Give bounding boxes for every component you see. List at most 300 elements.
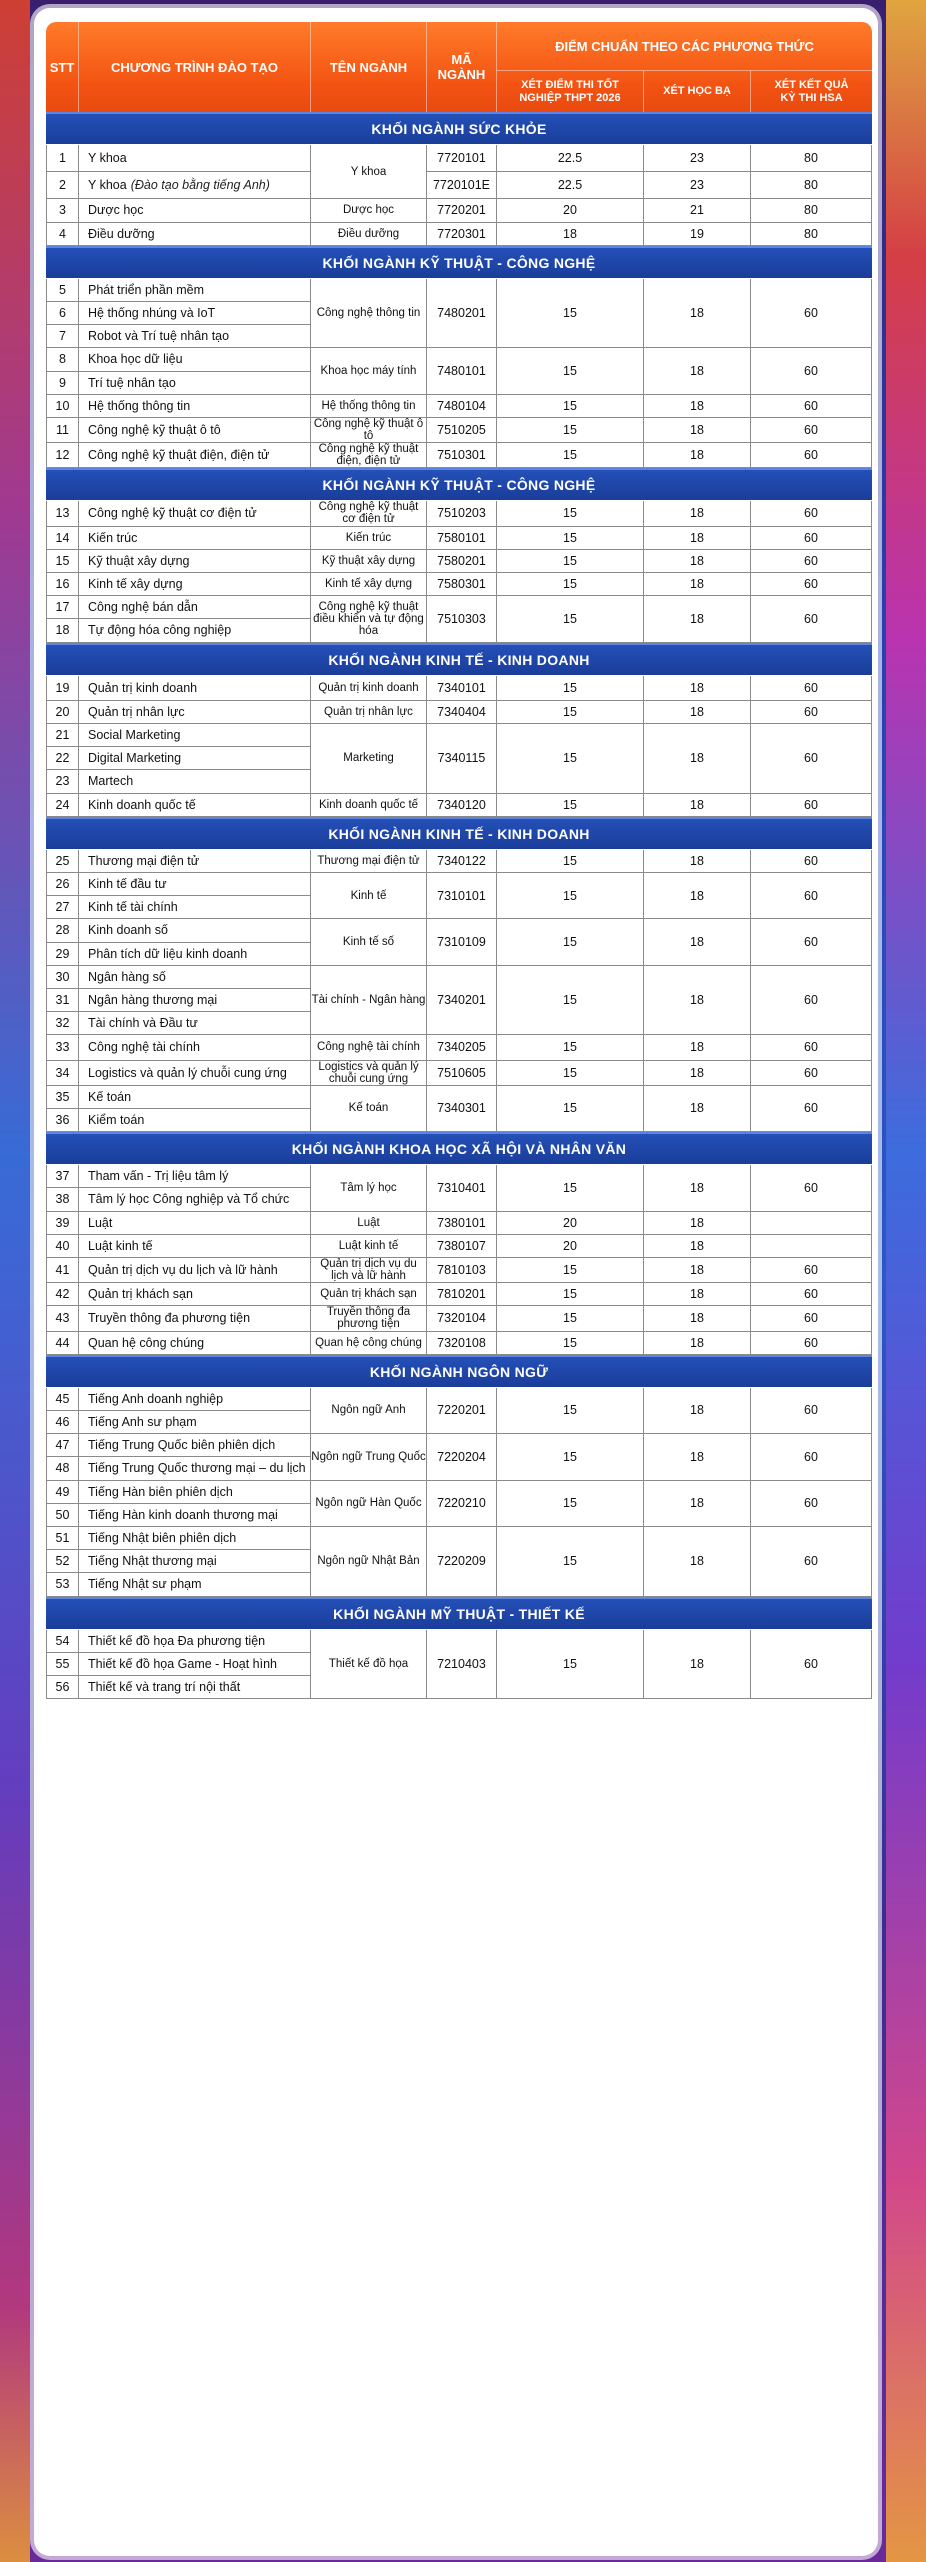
row-stt: 5	[46, 279, 79, 302]
score-thpt: 15	[497, 527, 644, 550]
score-hsa: 60	[751, 1165, 872, 1211]
score-hsa	[751, 1235, 872, 1258]
score-thpt: 15	[497, 279, 644, 349]
program-name: Robot và Trí tuệ nhân tạo	[79, 325, 311, 348]
major-name: Khoa học máy tính	[311, 348, 427, 394]
score-thpt: 15	[497, 873, 644, 919]
score-thpt: 15	[497, 966, 644, 1036]
row-stt: 38	[46, 1188, 79, 1211]
score-hocba: 23	[644, 145, 751, 172]
score-hocba: 18	[644, 1035, 751, 1060]
row-stt: 53	[46, 1573, 79, 1596]
score-thpt: 15	[497, 1630, 644, 1700]
section-header: KHỐI NGÀNH KINH TẾ - KINH DOANH	[46, 817, 872, 849]
program-name: Y khoa	[79, 145, 311, 172]
row-stt: 3	[46, 199, 79, 222]
score-hocba: 21	[644, 199, 751, 222]
score-hsa: 60	[751, 1388, 872, 1434]
program-name: Quản trị khách sạn	[79, 1283, 311, 1306]
row-stt: 35	[46, 1086, 79, 1109]
score-thpt: 15	[497, 1283, 644, 1306]
program-name: Hệ thống nhúng và IoT	[79, 302, 311, 325]
major-name: Công nghệ kỹ thuật điện, điện tử	[311, 443, 427, 468]
major-code: 7340115	[427, 724, 497, 794]
program-name: Tiếng Nhật biên phiên dịch	[79, 1527, 311, 1550]
program-name: Ngân hàng số	[79, 966, 311, 989]
row-stt: 13	[46, 501, 79, 526]
row-stt: 41	[46, 1258, 79, 1283]
program-name: Tiếng Hàn biên phiên dịch	[79, 1481, 311, 1504]
program-name: Công nghệ bán dẫn	[79, 596, 311, 619]
major-code: 7340404	[427, 701, 497, 724]
score-thpt: 15	[497, 550, 644, 573]
row-stt: 20	[46, 701, 79, 724]
score-thpt: 15	[497, 701, 644, 724]
row-stt: 17	[46, 596, 79, 619]
score-thpt: 15	[497, 1481, 644, 1527]
score-hocba: 18	[644, 1527, 751, 1597]
score-hsa: 60	[751, 1527, 872, 1597]
score-hocba: 18	[644, 395, 751, 418]
score-hocba: 18	[644, 1630, 751, 1700]
row-stt: 32	[46, 1012, 79, 1035]
program-name: Kinh tế xây dựng	[79, 573, 311, 596]
row-stt: 11	[46, 418, 79, 443]
row-stt: 28	[46, 919, 79, 942]
score-hocba: 18	[644, 676, 751, 701]
score-hocba: 18	[644, 443, 751, 468]
major-name: Tài chính - Ngân hàng	[311, 966, 427, 1036]
row-stt: 39	[46, 1212, 79, 1235]
program-name: Kinh doanh số	[79, 919, 311, 942]
score-hsa: 60	[751, 701, 872, 724]
program-name: Kiểm toán	[79, 1109, 311, 1132]
program-name: Social Marketing	[79, 724, 311, 747]
section-header: KHỐI NGÀNH KỸ THUẬT - CÔNG NGHỆ	[46, 246, 872, 278]
major-code: 7220201	[427, 1388, 497, 1434]
score-hocba: 18	[644, 596, 751, 642]
row-stt: 10	[46, 395, 79, 418]
program-name: Tâm lý học Công nghiệp và Tổ chức	[79, 1188, 311, 1211]
section-header: KHỐI NGÀNH MỸ THUẬT - THIẾT KẾ	[46, 1597, 872, 1629]
major-name: Quản trị khách sạn	[311, 1283, 427, 1306]
score-thpt: 15	[497, 443, 644, 468]
major-code: 7220209	[427, 1527, 497, 1597]
program-name: Tiếng Trung Quốc thương mại – du lịch	[79, 1457, 311, 1480]
program-name: Tham vấn - Trị liệu tâm lý	[79, 1165, 311, 1188]
major-name: Công nghệ kỹ thuật ô tô	[311, 418, 427, 443]
score-hocba: 18	[644, 1235, 751, 1258]
major-code: 7380101	[427, 1212, 497, 1235]
score-thpt: 15	[497, 724, 644, 794]
score-thpt: 15	[497, 1527, 644, 1597]
program-name: Công nghệ kỹ thuật ô tô	[79, 418, 311, 443]
score-hsa: 60	[751, 1258, 872, 1283]
score-hsa: 60	[751, 279, 872, 349]
score-hsa: 60	[751, 527, 872, 550]
score-hsa: 80	[751, 145, 872, 172]
major-code: 7320108	[427, 1332, 497, 1355]
score-thpt: 15	[497, 919, 644, 965]
major-name: Kinh tế xây dựng	[311, 573, 427, 596]
score-thpt: 15	[497, 1258, 644, 1283]
major-code: 7720101E	[427, 172, 497, 199]
program-name: Quản trị dịch vụ du lịch và lữ hành	[79, 1258, 311, 1283]
score-hocba: 18	[644, 1061, 751, 1086]
score-hsa: 80	[751, 199, 872, 222]
major-code: 7510301	[427, 443, 497, 468]
section-header: KHỐI NGÀNH KỸ THUẬT - CÔNG NGHỆ	[46, 468, 872, 500]
score-hocba: 18	[644, 1283, 751, 1306]
score-thpt: 15	[497, 850, 644, 873]
row-stt: 49	[46, 1481, 79, 1504]
score-thpt: 15	[497, 1035, 644, 1060]
major-name: Luật	[311, 1212, 427, 1235]
major-name: Dược học	[311, 199, 427, 222]
score-hocba: 18	[644, 418, 751, 443]
score-hsa: 60	[751, 676, 872, 701]
score-hsa: 60	[751, 1035, 872, 1060]
score-hsa: 60	[751, 1630, 872, 1700]
score-hsa: 60	[751, 1306, 872, 1331]
row-stt: 46	[46, 1411, 79, 1434]
major-name: Kỹ thuật xây dựng	[311, 550, 427, 573]
score-thpt: 15	[497, 1388, 644, 1434]
row-stt: 37	[46, 1165, 79, 1188]
score-hsa: 60	[751, 573, 872, 596]
major-code: 7720301	[427, 223, 497, 246]
program-name: Phân tích dữ liệu kinh doanh	[79, 943, 311, 966]
score-hocba: 18	[644, 1332, 751, 1355]
program-name: Kiến trúc	[79, 527, 311, 550]
header-scores: ĐIỂM CHUẨN THEO CÁC PHƯƠNG THỨC	[555, 38, 814, 54]
score-hsa: 60	[751, 443, 872, 468]
score-hocba: 18	[644, 348, 751, 394]
row-stt: 1	[46, 145, 79, 172]
major-code: 7340101	[427, 676, 497, 701]
row-stt: 16	[46, 573, 79, 596]
program-name: Điều dưỡng	[79, 223, 311, 246]
score-hsa: 60	[751, 501, 872, 526]
major-name: Quản trị nhân lực	[311, 701, 427, 724]
row-stt: 48	[46, 1457, 79, 1480]
major-code: 7210403	[427, 1630, 497, 1700]
major-name: Kinh doanh quốc tế	[311, 794, 427, 817]
score-thpt: 15	[497, 1306, 644, 1331]
program-name: Ngân hàng thương mại	[79, 989, 311, 1012]
score-thpt: 15	[497, 348, 644, 394]
major-code: 7480104	[427, 395, 497, 418]
score-thpt: 15	[497, 418, 644, 443]
score-hocba: 18	[644, 701, 751, 724]
program-name: Kinh tế tài chính	[79, 896, 311, 919]
score-table-card	[34, 8, 878, 2556]
major-code: 7720101	[427, 145, 497, 172]
header-code: MÃ NGÀNH	[427, 22, 497, 112]
major-name: Marketing	[311, 724, 427, 794]
major-name: Quan hệ công chúng	[311, 1332, 427, 1355]
major-name: Công nghệ kỹ thuật cơ điện tử	[311, 501, 427, 526]
program-name: Quản trị nhân lực	[79, 701, 311, 724]
row-stt: 36	[46, 1109, 79, 1132]
program-name: Logistics và quản lý chuỗi cung ứng	[79, 1061, 311, 1086]
major-code: 7580301	[427, 573, 497, 596]
program-name: Luật	[79, 1212, 311, 1235]
major-name: Kiến trúc	[311, 527, 427, 550]
score-hocba: 18	[644, 919, 751, 965]
major-name: Thiết kế đồ họa	[311, 1630, 427, 1700]
program-name: Công nghệ kỹ thuật cơ điện tử	[79, 501, 311, 526]
program-name: Dược học	[79, 199, 311, 222]
score-hsa: 60	[751, 966, 872, 1036]
major-code: 7340120	[427, 794, 497, 817]
program-name: Tài chính và Đầu tư	[79, 1012, 311, 1035]
score-thpt: 15	[497, 794, 644, 817]
row-stt: 44	[46, 1332, 79, 1355]
score-thpt: 15	[497, 395, 644, 418]
major-name: Ngôn ngữ Trung Quốc	[311, 1434, 427, 1480]
score-hsa: 60	[751, 1332, 872, 1355]
score-hocba: 18	[644, 966, 751, 1036]
row-stt: 27	[46, 896, 79, 919]
program-name: Tự động hóa công nghiệp	[79, 619, 311, 642]
score-hsa: 60	[751, 919, 872, 965]
header-program: CHƯƠNG TRÌNH ĐÀO TẠO	[79, 22, 311, 112]
score-hsa: 60	[751, 1283, 872, 1306]
major-code: 7510203	[427, 501, 497, 526]
score-hocba: 18	[644, 279, 751, 349]
score-hsa: 60	[751, 1086, 872, 1132]
row-stt: 52	[46, 1550, 79, 1573]
major-name: Ngôn ngữ Hàn Quốc	[311, 1481, 427, 1527]
row-stt: 42	[46, 1283, 79, 1306]
score-hocba: 18	[644, 1165, 751, 1211]
row-stt: 21	[46, 724, 79, 747]
section-header: KHỐI NGÀNH SỨC KHỎE	[46, 112, 872, 144]
score-hocba: 18	[644, 1306, 751, 1331]
score-hocba: 18	[644, 1258, 751, 1283]
program-name: Trí tuệ nhân tạo	[79, 372, 311, 395]
score-thpt: 22.5	[497, 172, 644, 199]
program-name: Tiếng Anh doanh nghiệp	[79, 1388, 311, 1411]
score-hsa: 60	[751, 724, 872, 794]
row-stt: 14	[46, 527, 79, 550]
major-name: Logistics và quản lý chuỗi cung ứng	[311, 1061, 427, 1086]
major-code: 7580201	[427, 550, 497, 573]
row-stt: 24	[46, 794, 79, 817]
row-stt: 2	[46, 172, 79, 199]
program-name: Tiếng Hàn kinh doanh thương mại	[79, 1504, 311, 1527]
score-hsa: 60	[751, 850, 872, 873]
program-name: Martech	[79, 770, 311, 793]
score-thpt: 20	[497, 1212, 644, 1235]
major-code: 7320104	[427, 1306, 497, 1331]
major-name: Truyền thông đa phương tiện	[311, 1306, 427, 1331]
major-code: 7510605	[427, 1061, 497, 1086]
score-thpt: 20	[497, 199, 644, 222]
row-stt: 15	[46, 550, 79, 573]
score-hsa: 80	[751, 172, 872, 199]
score-thpt: 15	[497, 1332, 644, 1355]
major-code: 7510303	[427, 596, 497, 642]
section-header: KHỐI NGÀNH NGÔN NGỮ	[46, 1355, 872, 1387]
score-hsa: 80	[751, 223, 872, 246]
major-code: 7810103	[427, 1258, 497, 1283]
score-hsa: 60	[751, 1481, 872, 1527]
program-name: Tiếng Trung Quốc biên phiên dịch	[79, 1434, 311, 1457]
program-name: Kinh tế đầu tư	[79, 873, 311, 896]
score-hsa: 60	[751, 794, 872, 817]
row-stt: 55	[46, 1653, 79, 1676]
program-name: Thiết kế đồ họa Game - Hoạt hình	[79, 1653, 311, 1676]
score-hsa: 60	[751, 873, 872, 919]
row-stt: 23	[46, 770, 79, 793]
major-code: 7310401	[427, 1165, 497, 1211]
score-thpt: 20	[497, 1235, 644, 1258]
major-name: Kinh tế số	[311, 919, 427, 965]
major-name: Ngôn ngữ Anh	[311, 1388, 427, 1434]
score-hocba: 18	[644, 873, 751, 919]
program-name: Công nghệ kỹ thuật điện, điện tử	[79, 443, 311, 468]
score-hsa	[751, 1212, 872, 1235]
score-hsa: 60	[751, 418, 872, 443]
major-name: Ngôn ngữ Nhật Bản	[311, 1527, 427, 1597]
score-thpt: 15	[497, 1086, 644, 1132]
program-name: Công nghệ tài chính	[79, 1035, 311, 1060]
row-stt: 9	[46, 372, 79, 395]
program-name: Khoa học dữ liệu	[79, 348, 311, 371]
score-hsa: 60	[751, 348, 872, 394]
major-name: Thương mại điện tử	[311, 850, 427, 873]
major-code: 7310101	[427, 873, 497, 919]
score-hsa: 60	[751, 395, 872, 418]
row-stt: 31	[46, 989, 79, 1012]
major-code: 7810201	[427, 1283, 497, 1306]
program-name: Luật kinh tế	[79, 1235, 311, 1258]
decorative-stripe-left	[0, 0, 30, 2562]
program-name: Digital Marketing	[79, 747, 311, 770]
row-stt: 22	[46, 747, 79, 770]
major-code: 7480201	[427, 279, 497, 349]
row-stt: 43	[46, 1306, 79, 1331]
score-hocba: 18	[644, 1434, 751, 1480]
row-stt: 7	[46, 325, 79, 348]
major-name: Quản trị dịch vụ du lịch và lữ hành	[311, 1258, 427, 1283]
score-hsa: 60	[751, 1061, 872, 1086]
score-thpt: 15	[497, 573, 644, 596]
score-hocba: 18	[644, 1388, 751, 1434]
major-code: 7480101	[427, 348, 497, 394]
program-note: (Đào tạo bằng tiếng Anh)	[130, 178, 270, 193]
table-header	[46, 22, 872, 112]
program-name: Tiếng Anh sư phạm	[79, 1411, 311, 1434]
major-code: 7340122	[427, 850, 497, 873]
section-header: KHỐI NGÀNH KHOA HỌC XÃ HỘI VÀ NHÂN VĂN	[46, 1132, 872, 1164]
row-stt: 26	[46, 873, 79, 896]
score-hocba: 18	[644, 550, 751, 573]
header-method-thpt: XÉT ĐIỂM THI TỐT NGHIỆP THPT 2026	[497, 70, 644, 112]
program-name: Quan hệ công chúng	[79, 1332, 311, 1355]
major-name: Công nghệ tài chính	[311, 1035, 427, 1060]
major-code: 7220210	[427, 1481, 497, 1527]
program-name: Y khoa (Đào tạo bằng tiếng Anh)	[79, 172, 311, 199]
score-hsa: 60	[751, 596, 872, 642]
row-stt: 50	[46, 1504, 79, 1527]
row-stt: 4	[46, 223, 79, 246]
score-hocba: 18	[644, 1086, 751, 1132]
program-name: Truyền thông đa phương tiện	[79, 1306, 311, 1331]
section-header: KHỐI NGÀNH KINH TẾ - KINH DOANH	[46, 643, 872, 675]
major-code: 7510205	[427, 418, 497, 443]
score-thpt: 18	[497, 223, 644, 246]
program-name: Kế toán	[79, 1086, 311, 1109]
row-stt: 8	[46, 348, 79, 371]
major-code: 7340301	[427, 1086, 497, 1132]
score-thpt: 15	[497, 1434, 644, 1480]
score-hsa: 60	[751, 550, 872, 573]
major-code: 7310109	[427, 919, 497, 965]
major-name: Quản trị kinh doanh	[311, 676, 427, 701]
score-thpt: 15	[497, 501, 644, 526]
row-stt: 30	[46, 966, 79, 989]
score-hocba: 18	[644, 1481, 751, 1527]
major-name: Công nghệ thông tin	[311, 279, 427, 349]
score-hocba: 19	[644, 223, 751, 246]
score-hocba: 18	[644, 850, 751, 873]
score-hocba: 18	[644, 794, 751, 817]
row-stt: 29	[46, 943, 79, 966]
row-stt: 33	[46, 1035, 79, 1060]
score-hocba: 18	[644, 501, 751, 526]
score-hocba: 18	[644, 724, 751, 794]
program-name: Hệ thống thông tin	[79, 395, 311, 418]
row-stt: 51	[46, 1527, 79, 1550]
score-hocba: 18	[644, 573, 751, 596]
row-stt: 54	[46, 1630, 79, 1653]
major-name: Kinh tế	[311, 873, 427, 919]
program-name: Thiết kế đồ họa Đa phương tiện	[79, 1630, 311, 1653]
header-method-hocba: XÉT HỌC BẠ	[644, 70, 751, 112]
major-name: Điều dưỡng	[311, 223, 427, 246]
major-name: Y khoa	[311, 145, 427, 199]
major-code: 7580101	[427, 527, 497, 550]
header-major: TÊN NGÀNH	[311, 22, 427, 112]
program-name: Tiếng Nhật sư phạm	[79, 1573, 311, 1596]
score-hocba: 18	[644, 1212, 751, 1235]
row-stt: 40	[46, 1235, 79, 1258]
row-stt: 56	[46, 1676, 79, 1699]
decorative-stripe-right	[886, 0, 926, 2562]
row-stt: 34	[46, 1061, 79, 1086]
major-code: 7380107	[427, 1235, 497, 1258]
program-name: Quản trị kinh doanh	[79, 676, 311, 701]
row-stt: 19	[46, 676, 79, 701]
row-stt: 18	[46, 619, 79, 642]
row-stt: 12	[46, 443, 79, 468]
major-code: 7340205	[427, 1035, 497, 1060]
major-name: Tâm lý học	[311, 1165, 427, 1211]
major-code: 7720201	[427, 199, 497, 222]
major-name: Hệ thống thông tin	[311, 395, 427, 418]
score-hocba: 18	[644, 527, 751, 550]
major-name: Công nghệ kỹ thuật điều khiển và tự động hóa	[311, 596, 427, 642]
header-method-hsa: XÉT KẾT QUẢ KỲ THI HSA	[751, 70, 872, 112]
row-stt: 47	[46, 1434, 79, 1457]
program-name: Thương mại điện tử	[79, 850, 311, 873]
program-name: Tiếng Nhật thương mại	[79, 1550, 311, 1573]
header-stt: STT	[46, 22, 79, 112]
score-hocba: 23	[644, 172, 751, 199]
